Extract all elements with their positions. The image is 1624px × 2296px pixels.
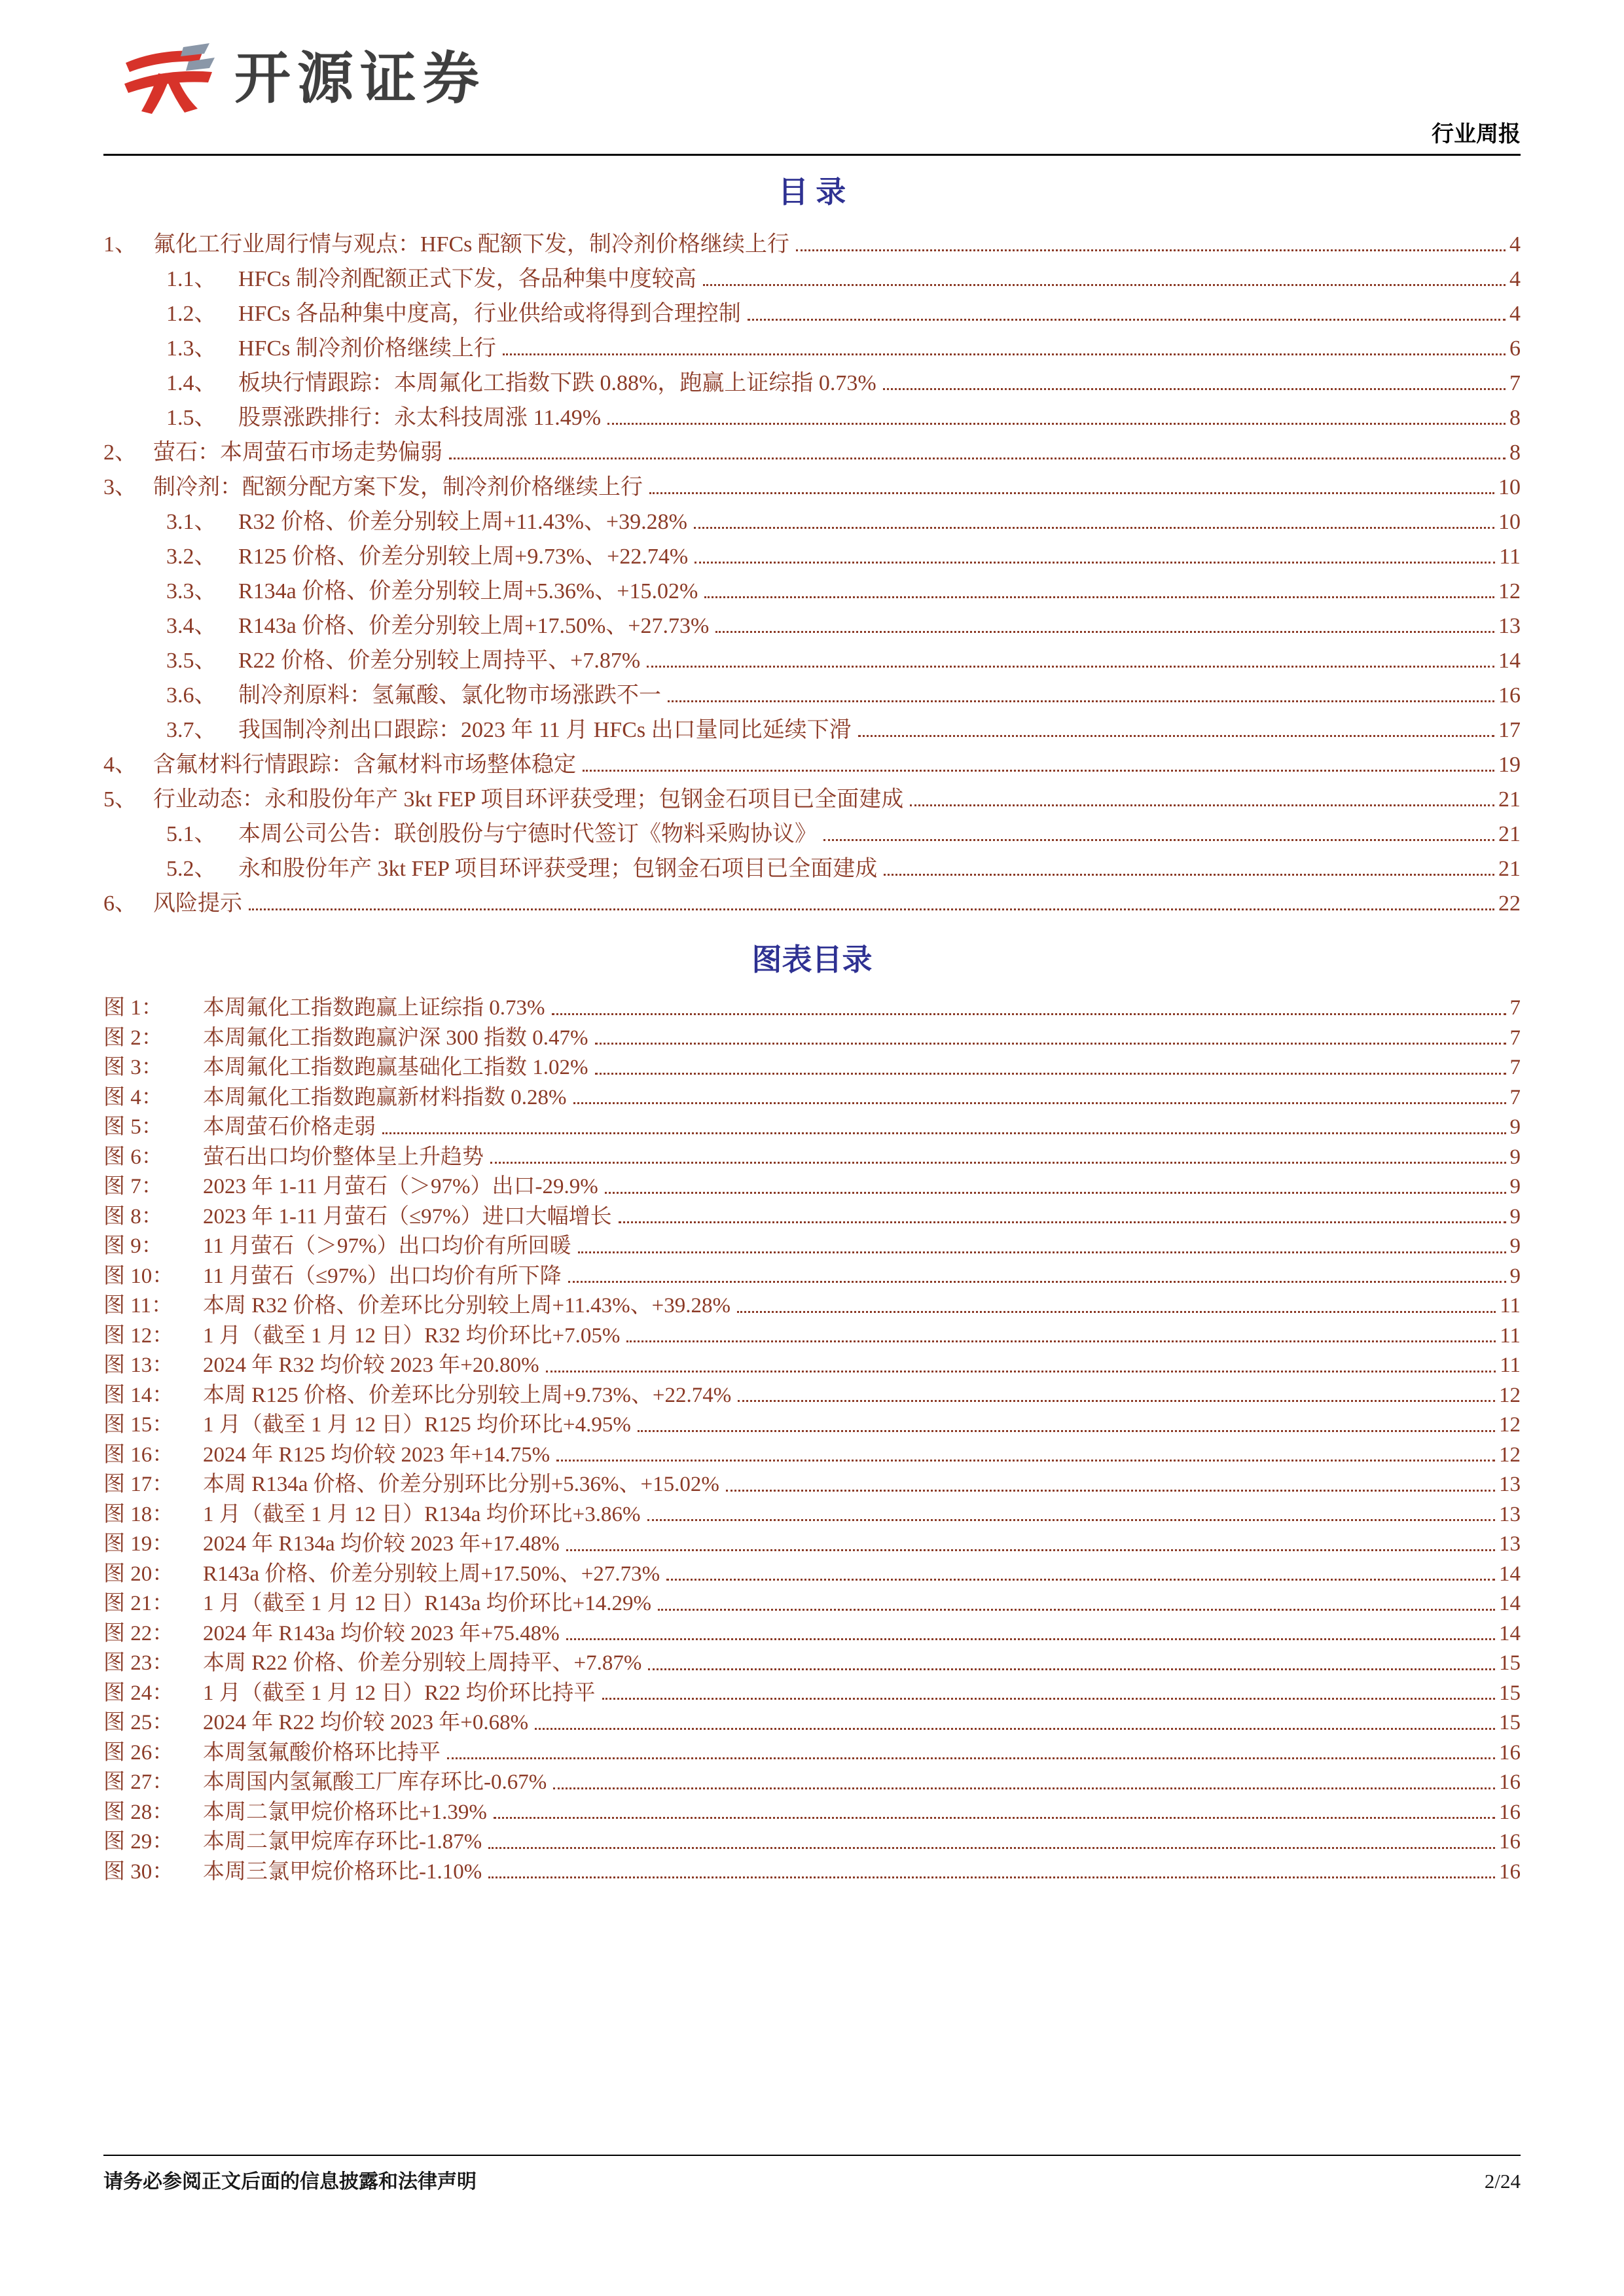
toc-entry-title: 我国制冷剂出口跟踪：2023 年 11 月 HFCs 出口量同比延续下滑	[238, 717, 852, 742]
toc-entry-title: 本周 R125 价格、价差环比分别较上周+9.73%、+22.74%	[203, 1383, 732, 1407]
toc-entry-page: 9	[1509, 1175, 1521, 1199]
toc-entry-number: 图 17：	[103, 1473, 174, 1497]
toc-entry-page: 21	[1498, 787, 1521, 812]
toc-entry-title: 本周公司公告：联创股份与宁德时代签订《物料采购协议》	[238, 821, 817, 846]
toc-entry-number: 1.2、	[166, 301, 217, 326]
toc-entry[interactable]	[103, 642, 1521, 677]
footer-disclaimer: 请务必参阅正文后面的信息披露和法律声明	[103, 2171, 477, 2193]
toc-entry-number: 2、	[103, 440, 137, 465]
toc-entry-number: 图 1：	[103, 996, 163, 1020]
dotted-leader	[490, 1162, 1506, 1164]
dotted-leader	[605, 1192, 1506, 1194]
figure-entry[interactable]	[103, 1321, 1521, 1352]
toc-entry-title: 本周国内氢氟酸工厂库存环比-0.67%	[203, 1770, 547, 1795]
figures-list	[103, 994, 1521, 1887]
figure-entry[interactable]	[103, 1857, 1521, 1888]
toc-entry-page: 22	[1498, 891, 1521, 916]
toc-entry[interactable]	[103, 503, 1521, 538]
toc-entry-number: 图 21：	[103, 1592, 174, 1616]
toc-entry-title: R143a 价格、价差分别较上周+17.50%、+27.73%	[238, 613, 710, 638]
toc-entry-page: 12	[1499, 1383, 1521, 1407]
toc-entry-number: 图 4：	[103, 1085, 163, 1109]
dotted-leader	[647, 1519, 1495, 1521]
dotted-leader	[595, 1043, 1506, 1045]
dotted-leader	[738, 1400, 1495, 1402]
toc-entry-number: 图 18：	[103, 1502, 174, 1526]
dotted-leader	[704, 596, 1494, 598]
figure-entry[interactable]	[103, 1589, 1521, 1619]
dotted-leader	[607, 423, 1506, 425]
dotted-leader	[382, 1132, 1506, 1134]
header-divider	[103, 154, 1521, 156]
toc-entry-number: 1.5、	[166, 405, 217, 430]
figure-entry[interactable]	[103, 1500, 1521, 1530]
toc-entry[interactable]	[103, 434, 1521, 469]
toc-entry-title: 本周氟化工指数跑赢沪深 300 指数 0.47%	[203, 1026, 588, 1050]
toc-entry-title: 本周 R22 价格、价差分别较上周持平、+7.87%	[203, 1651, 642, 1676]
figure-entry[interactable]	[103, 1470, 1521, 1500]
toc-entry-title: R32 价格、价差分别较上周+11.43%、+39.28%	[238, 509, 687, 534]
toc-entry-title: 1 月（截至 1 月 12 日）R32 均价环比+7.05%	[203, 1323, 621, 1348]
toc-entry-title: 1 月（截至 1 月 12 日）R125 均价环比+4.95%	[203, 1413, 631, 1437]
toc-entry-number: 图 11：	[103, 1294, 173, 1318]
dotted-leader	[552, 1013, 1506, 1015]
toc-entry-page: 12	[1498, 579, 1521, 603]
toc-entry-title: 制冷剂：配额分配方案下发，制冷剂价格继续上行	[153, 475, 643, 499]
toc-entry-page: 16	[1498, 683, 1521, 708]
toc-entry-page: 7	[1509, 370, 1521, 395]
toc-entry-number: 图 29：	[103, 1830, 174, 1854]
toc-entry-page: 11	[1500, 1323, 1521, 1348]
toc-entry-number: 图 6：	[103, 1145, 163, 1169]
toc-entry-title: 11 月萤石（≤97%）出口均价有所下降	[203, 1264, 562, 1288]
toc-entry-page: 7	[1509, 996, 1521, 1020]
toc-entry-title: 1 月（截至 1 月 12 日）R143a 均价环比+14.29%	[203, 1592, 652, 1616]
toc-entry[interactable]	[103, 781, 1521, 816]
toc-entry-title: HFCs 制冷剂价格继续上行	[238, 336, 496, 361]
toc-entry-page: 15	[1499, 1681, 1521, 1705]
toc-entry-page: 11	[1500, 1294, 1521, 1318]
toc-entry[interactable]	[103, 365, 1521, 399]
toc-entry-title: 板块行情跟踪：本周氟化工指数下跌 0.88%，跑赢上证综指 0.73%	[238, 370, 876, 395]
figure-entry[interactable]	[103, 1768, 1521, 1798]
toc-entry-number: 3.2、	[166, 544, 217, 569]
toc-entry-page: 14	[1499, 1592, 1521, 1616]
toc-entry-number: 3.4、	[166, 613, 217, 638]
toc-entry-title: R22 价格、价差分别较上周持平、+7.87%	[238, 648, 641, 673]
dotted-leader	[910, 804, 1494, 806]
toc-entry-title: R134a 价格、价差分别较上周+5.36%、+15.02%	[238, 579, 698, 603]
toc-entry[interactable]	[103, 330, 1521, 365]
toc-entry-number: 图 19：	[103, 1532, 174, 1556]
toc-entry-title: 萤石：本周萤石市场走势偏弱	[153, 440, 442, 465]
toc-entry-number: 图 25：	[103, 1711, 174, 1735]
toc-entry-number: 图 5：	[103, 1115, 163, 1139]
toc-entry-title: 1 月（截至 1 月 12 日）R22 均价环比持平	[203, 1681, 596, 1705]
dotted-leader	[884, 874, 1494, 876]
toc-entry-page: 10	[1498, 475, 1521, 499]
toc-entry[interactable]	[103, 469, 1521, 503]
figures-title: 图表目录	[751, 942, 873, 977]
toc-entry-title: 2024 年 R22 均价较 2023 年+0.68%	[203, 1711, 529, 1735]
toc-entry-title: 萤石出口均价整体呈上升趋势	[203, 1145, 484, 1169]
dotted-leader	[668, 700, 1494, 702]
figure-entry[interactable]	[103, 1679, 1521, 1709]
brand-name: 开源证券	[234, 47, 486, 110]
toc-entry-number: 1.3、	[166, 336, 217, 361]
dotted-leader	[703, 284, 1506, 286]
toc-entry-page: 4	[1509, 232, 1521, 257]
toc-entry-page: 9	[1509, 1234, 1521, 1259]
toc-entry-title: 制冷剂原料：氢氟酸、氯化物市场涨跌不一	[238, 683, 661, 708]
figure-entry[interactable]	[103, 1798, 1521, 1828]
toc-entry-number: 图 28：	[103, 1800, 174, 1824]
dotted-leader	[638, 1430, 1495, 1432]
dotted-leader	[715, 631, 1494, 633]
toc-entry-page: 11	[1499, 544, 1521, 569]
toc-entry-number: 图 22：	[103, 1621, 174, 1645]
toc-entry-title: 2024 年 R143a 均价较 2023 年+75.48%	[203, 1621, 560, 1645]
toc-entry-number: 图 7：	[103, 1175, 163, 1199]
dotted-leader	[602, 1698, 1495, 1700]
toc-entry-page: 19	[1498, 752, 1521, 777]
toc-entry-number: 图 13：	[103, 1354, 174, 1378]
figure-entry[interactable]	[103, 1560, 1521, 1590]
toc-entry-page: 13	[1499, 1532, 1521, 1556]
dotted-leader	[694, 527, 1494, 529]
toc-entry-page: 4	[1509, 301, 1521, 326]
toc-entry-number: 图 3：	[103, 1056, 163, 1080]
toc-entry-page: 13	[1499, 1473, 1521, 1497]
dotted-leader	[566, 1549, 1495, 1551]
page-indicator: 2/24	[1484, 2170, 1521, 2193]
dotted-leader	[578, 1251, 1506, 1253]
toc-entry-title: 含氟材料行情跟踪：含氟材料市场整体稳定	[153, 752, 576, 777]
toc-entry-title: 1 月（截至 1 月 12 日）R134a 均价环比+3.86%	[203, 1502, 641, 1526]
toc-entry-title: 2024 年 R32 均价较 2023 年+20.80%	[203, 1354, 539, 1378]
dotted-leader	[626, 1340, 1496, 1342]
figure-entry[interactable]	[103, 1738, 1521, 1768]
figure-entry[interactable]	[103, 1143, 1521, 1173]
toc-entry-page: 9	[1509, 1264, 1521, 1288]
toc-list	[103, 226, 1521, 920]
toc-entry-title: 氟化工行业周行情与观点：HFCs 配额下发，制冷剂价格继续上行	[153, 232, 789, 257]
dotted-leader	[823, 839, 1494, 841]
toc-entry-number: 5.1、	[166, 821, 217, 846]
toc-entry[interactable]	[103, 607, 1521, 642]
dotted-leader	[447, 1757, 1495, 1759]
toc-entry-number: 图 12：	[103, 1323, 174, 1348]
figure-entry[interactable]	[103, 1410, 1521, 1441]
toc-entry-number: 1.4、	[166, 370, 217, 395]
toc-entry-page: 7	[1509, 1026, 1521, 1050]
toc-entry-number: 图 8：	[103, 1204, 163, 1229]
toc-entry-title: 2023 年 1-11 月萤石（≤97%）进口大幅增长	[203, 1204, 612, 1229]
toc-entry-title: 本周氟化工指数跑赢新材料指数 0.28%	[203, 1085, 567, 1109]
toc-entry-number: 图 14：	[103, 1383, 174, 1407]
toc-entry-number: 3.6、	[166, 683, 217, 708]
toc-entry-title: 2024 年 R134a 均价较 2023 年+17.48%	[203, 1532, 560, 1556]
figure-entry[interactable]	[103, 1262, 1521, 1292]
dotted-leader	[647, 666, 1494, 668]
figure-entry[interactable]	[103, 1113, 1521, 1143]
toc-entry-title: 本周 R32 价格、价差环比分别较上周+11.43%、+39.28%	[203, 1294, 731, 1318]
figure-entry[interactable]	[103, 1291, 1521, 1321]
figure-entry[interactable]	[103, 1053, 1521, 1083]
dotted-leader	[649, 492, 1494, 494]
dotted-leader	[695, 562, 1495, 564]
dotted-leader	[488, 1876, 1495, 1878]
kaiyuan-logo-icon	[120, 42, 220, 115]
dotted-leader	[796, 249, 1506, 251]
header	[120, 0, 1521, 115]
toc-entry-number: 1.1、	[166, 266, 217, 291]
toc-entry-page: 12	[1499, 1413, 1521, 1437]
toc-entry[interactable]	[103, 538, 1521, 573]
toc-entry-page: 17	[1498, 717, 1521, 742]
dotted-leader	[494, 1817, 1495, 1819]
toc-entry-title: 2024 年 R125 均价较 2023 年+14.75%	[203, 1443, 550, 1467]
toc-entry-number: 图 26：	[103, 1740, 174, 1765]
dotted-leader	[658, 1609, 1495, 1611]
toc-entry-number: 6、	[103, 891, 137, 916]
toc-entry-page: 15	[1499, 1651, 1521, 1676]
toc-entry-number: 4、	[103, 752, 137, 777]
toc-entry[interactable]	[103, 573, 1521, 607]
toc-entry-title: 股票涨跌排行：永太科技周涨 11.49%	[238, 405, 602, 430]
toc-entry-page: 9	[1509, 1115, 1521, 1139]
dotted-leader	[449, 457, 1506, 459]
toc-entry-page: 13	[1498, 613, 1521, 638]
dotted-leader	[858, 735, 1494, 737]
dotted-leader	[249, 908, 1494, 910]
toc-entry-page: 21	[1498, 856, 1521, 881]
toc-entry-title: 本周 R134a 价格、价差分别环比分别+5.36%、+15.02%	[203, 1473, 719, 1497]
toc-entry-number: 5、	[103, 787, 137, 812]
toc-entry-title: HFCs 制冷剂配额正式下发，各品种集中度较高	[238, 266, 696, 291]
toc-entry-page: 12	[1499, 1443, 1521, 1467]
figure-entry[interactable]	[103, 1083, 1521, 1113]
toc-entry-number: 图 10：	[103, 1264, 174, 1288]
toc-entry-page: 11	[1500, 1354, 1521, 1378]
footer	[103, 2155, 1521, 2194]
toc-entry-page: 16	[1499, 1740, 1521, 1765]
toc-entry-page: 16	[1499, 1830, 1521, 1854]
toc-entry[interactable]	[103, 711, 1521, 746]
toc-entry-number: 图 27：	[103, 1770, 174, 1795]
toc-entry-title: R143a 价格、价差分别较上周+17.50%、+27.73%	[203, 1562, 660, 1586]
toc-entry[interactable]	[103, 226, 1521, 260]
figure-entry[interactable]	[103, 1024, 1521, 1054]
toc-entry[interactable]	[103, 260, 1521, 295]
dotted-leader	[883, 388, 1506, 390]
toc-entry-number: 图 9：	[103, 1234, 163, 1259]
toc-entry-title: 本周氢氟酸价格环比持平	[203, 1740, 441, 1765]
figure-entry[interactable]	[103, 1232, 1521, 1262]
figure-entry[interactable]	[103, 1649, 1521, 1679]
toc-entry-title: 永和股份年产 3kt FEP 项目环评获受理；包钢金石项目已全面建成	[238, 856, 878, 881]
toc-entry-page: 13	[1499, 1502, 1521, 1526]
toc-entry-number: 3、	[103, 475, 137, 499]
toc-entry-number: 3.1、	[166, 509, 217, 534]
figure-entry[interactable]	[103, 1441, 1521, 1471]
toc-entry-number: 图 15：	[103, 1413, 174, 1437]
toc-entry-title: 2023 年 1-11 月萤石（＞97%）出口-29.9%	[203, 1175, 598, 1199]
toc-entry[interactable]	[103, 816, 1521, 850]
dotted-leader	[566, 1638, 1495, 1640]
toc-entry[interactable]	[103, 746, 1521, 781]
toc-entry-title: 本周氟化工指数跑赢基础化工指数 1.02%	[203, 1056, 588, 1080]
toc-entry-page: 6	[1509, 336, 1521, 361]
dotted-leader	[546, 1371, 1496, 1372]
dotted-leader	[726, 1490, 1495, 1492]
toc-entry-page: 9	[1509, 1204, 1521, 1229]
toc-entry[interactable]	[103, 677, 1521, 711]
toc-entry-title: 本周二氯甲烷库存环比-1.87%	[203, 1830, 482, 1854]
toc-entry-page: 16	[1499, 1770, 1521, 1795]
dotted-leader	[556, 1460, 1495, 1462]
report-type-label: 行业周报	[1432, 122, 1521, 147]
toc-entry-number: 图 16：	[103, 1443, 174, 1467]
toc-entry-page: 21	[1498, 821, 1521, 846]
toc-entry-page: 16	[1499, 1859, 1521, 1884]
toc-entry-page: 9	[1509, 1145, 1521, 1169]
figure-entry[interactable]	[103, 994, 1521, 1024]
toc-entry-page: 4	[1509, 266, 1521, 291]
toc-entry-title: 11 月萤石（＞97%）出口均价有所回暖	[203, 1234, 571, 1259]
toc-entry-title: 行业动态：永和股份年产 3kt FEP 项目环评获受理；包钢金石项目已全面建成	[153, 787, 904, 812]
figure-entry[interactable]	[103, 1381, 1521, 1411]
toc-entry-title: R125 价格、价差分别较上周+9.73%、+22.74%	[238, 544, 689, 569]
dotted-leader	[583, 770, 1494, 772]
toc-entry[interactable]	[103, 399, 1521, 434]
toc-entry-page: 8	[1509, 405, 1521, 430]
dotted-leader	[648, 1668, 1495, 1670]
toc-entry-page: 8	[1509, 440, 1521, 465]
figure-entry[interactable]	[103, 1530, 1521, 1560]
figure-entry[interactable]	[103, 1827, 1521, 1857]
toc-entry-number: 3.7、	[166, 717, 217, 742]
toc-title: 目 录	[778, 175, 846, 209]
toc-entry-page: 10	[1498, 509, 1521, 534]
toc-entry-page: 14	[1498, 648, 1521, 673]
toc-entry[interactable]	[103, 885, 1521, 920]
dotted-leader	[568, 1281, 1506, 1283]
dotted-leader	[488, 1847, 1495, 1849]
toc-entry-number: 图 23：	[103, 1651, 174, 1676]
figure-entry[interactable]	[103, 1202, 1521, 1232]
toc-entry-title: 本周二氯甲烷价格环比+1.39%	[203, 1800, 487, 1824]
figure-entry[interactable]	[103, 1172, 1521, 1202]
toc-entry-number: 3.3、	[166, 579, 217, 603]
toc-entry-number: 图 24：	[103, 1681, 174, 1705]
toc-entry-title: HFCs 各品种集中度高，行业供给或将得到合理控制	[238, 301, 741, 326]
dotted-leader	[666, 1579, 1495, 1581]
figure-entry[interactable]	[103, 1351, 1521, 1381]
toc-entry-number: 图 20：	[103, 1562, 174, 1586]
dotted-leader	[503, 353, 1506, 355]
toc-entry-page: 16	[1499, 1800, 1521, 1824]
dotted-leader	[737, 1311, 1496, 1313]
toc-entry[interactable]	[103, 295, 1521, 330]
toc-entry-page: 15	[1499, 1711, 1521, 1735]
figure-entry[interactable]	[103, 1619, 1521, 1649]
toc-entry-number: 图 2：	[103, 1026, 163, 1050]
toc-entry-page: 14	[1499, 1621, 1521, 1645]
toc-entry-page: 7	[1509, 1056, 1521, 1080]
toc-entry-number: 3.5、	[166, 648, 217, 673]
toc-entry[interactable]	[103, 850, 1521, 885]
dotted-leader	[553, 1787, 1495, 1789]
toc-entry-number: 1、	[103, 232, 137, 257]
toc-entry-title: 风险提示	[153, 891, 242, 916]
dotted-leader	[619, 1221, 1506, 1223]
dotted-leader	[573, 1102, 1506, 1104]
toc-entry-page: 7	[1509, 1085, 1521, 1109]
toc-entry-title: 本周氟化工指数跑赢上证综指 0.73%	[203, 996, 545, 1020]
toc-entry-title: 本周萤石价格走弱	[203, 1115, 376, 1139]
dotted-leader	[595, 1073, 1506, 1075]
figure-entry[interactable]	[103, 1708, 1521, 1738]
toc-entry-number: 5.2、	[166, 856, 217, 881]
dotted-leader	[748, 319, 1506, 321]
dotted-leader	[535, 1728, 1495, 1730]
toc-entry-page: 14	[1499, 1562, 1521, 1586]
toc-entry-number: 图 30：	[103, 1859, 174, 1884]
toc-entry-title: 本周三氯甲烷价格环比-1.10%	[203, 1859, 482, 1884]
